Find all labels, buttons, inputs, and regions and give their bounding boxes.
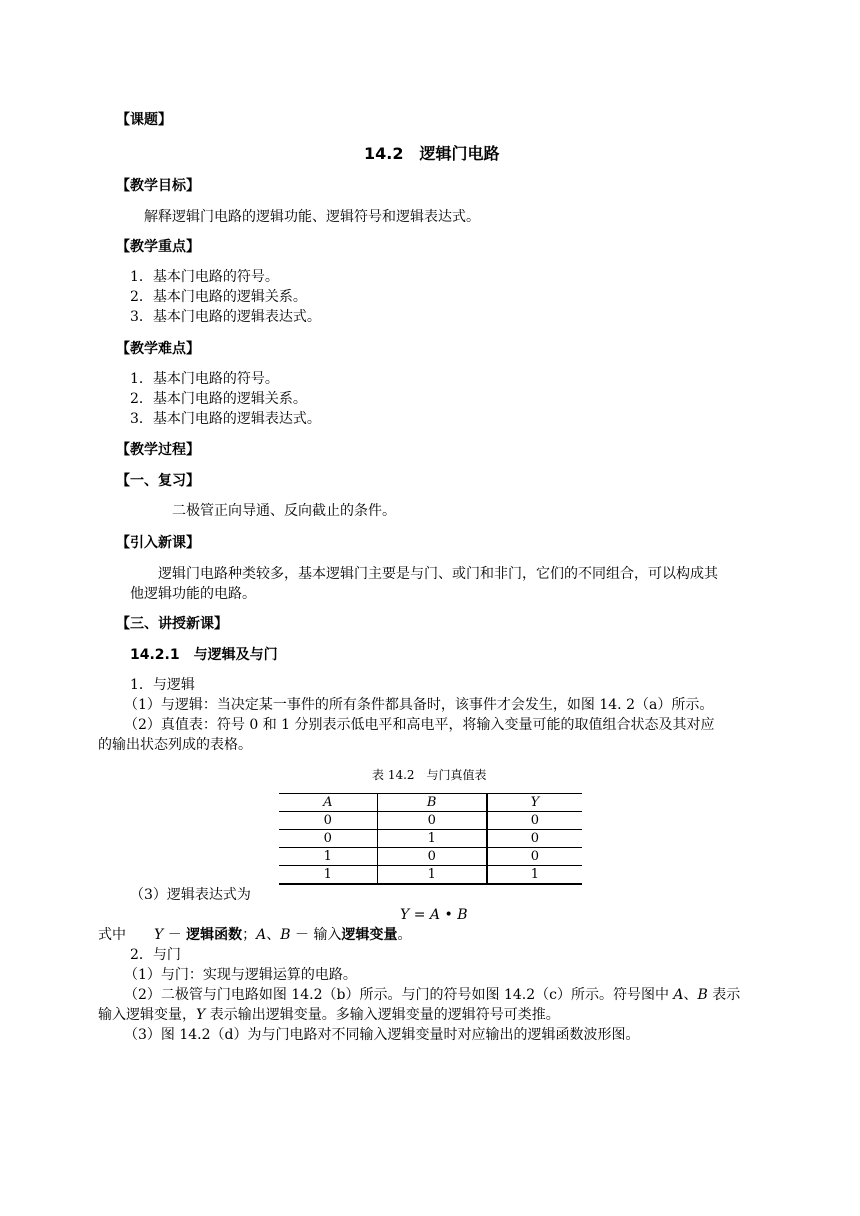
q2-y: Y — [196, 1007, 206, 1023]
where-comma: 、 — [266, 927, 281, 943]
para-and-logic: （1）与逻辑：当决定某一事件的所有条件都具备时，该事件才会发生，如图 14. 2（a）所示。 — [124, 697, 714, 713]
intro-line-2: 他逻辑功能的电路。 — [130, 586, 256, 602]
table-header-row — [279, 794, 582, 812]
key-item-3: 3．基本门电路的逻辑表达式。 — [130, 309, 321, 325]
formula-dot: • — [440, 907, 458, 923]
q2-text-2: 、 — [683, 987, 698, 1003]
goal-text: 解释逻辑门电路的逻辑功能、逻辑符号和逻辑表达式。 — [144, 209, 480, 225]
para-diode-gate-line-2 — [98, 1006, 560, 1024]
heading-key-points: 【教学重点】 — [116, 239, 200, 255]
para-expression: （3）逻辑表达式为 — [130, 887, 251, 903]
table-cell: 0 — [487, 848, 582, 866]
page-title: 14.2 逻辑门电路 — [364, 144, 500, 163]
table-row — [279, 812, 582, 830]
table-cell: 1 — [377, 866, 487, 885]
para-and-gate: （1）与门：实现与逻辑运算的电路。 — [124, 967, 357, 983]
intro-line-1: 逻辑门电路种类较多，基本逻辑门主要是与门、或门和非门，它们的不同组合，可以构成其 — [158, 566, 718, 582]
table-cell: 0 — [279, 830, 377, 848]
table-cell: 0 — [377, 812, 487, 830]
table-cell: 1 — [487, 866, 582, 885]
para-waveform: （3）图 14.2（d）为与门电路对不同输入逻辑变量时对应输出的逻辑函数波形图。 — [124, 1027, 640, 1043]
table-cell: 1 — [279, 848, 377, 866]
formula-b: B — [457, 907, 468, 923]
diff-item-2: 2．基本门电路的逻辑关系。 — [130, 391, 307, 407]
key-item-1: 1．基本门电路的符号。 — [130, 269, 279, 285]
para-truth-table-line-2: 的输出状态列成的表格。 — [98, 737, 252, 753]
heading-intro: 【引入新课】 — [116, 535, 200, 551]
where-end: 。 — [397, 927, 412, 943]
heading-difficulties: 【教学难点】 — [116, 341, 200, 357]
section-heading: 14.2.1 与逻辑及与门 — [130, 647, 278, 663]
para-diode-gate-line-1 — [124, 986, 740, 1004]
key-item-2: 2．基本门电路的逻辑关系。 — [130, 289, 307, 305]
formula-a: A — [429, 907, 441, 923]
table-cell: 0 — [377, 848, 487, 866]
diff-item-3: 3．基本门电路的逻辑表达式。 — [130, 411, 321, 427]
where-func: 逻辑函数 — [186, 927, 243, 943]
q2-b: B — [697, 987, 708, 1003]
heading-review: 【一、复习】 — [116, 473, 200, 489]
where-sep1: － — [163, 927, 187, 943]
table-cell: 0 — [487, 830, 582, 848]
where-semi: ； — [242, 927, 257, 943]
header-b: B — [377, 794, 487, 812]
q2-a: A — [673, 987, 684, 1003]
where-a: A — [256, 927, 267, 943]
where-y: Y — [154, 927, 164, 943]
q2-text-4: 输入逻辑变量， — [98, 1007, 196, 1023]
formula-eq: = — [409, 907, 430, 923]
heading-lecture: 【三、讲授新课】 — [116, 616, 228, 632]
header-y: Y — [487, 794, 582, 812]
heading-topic: 【课题】 — [116, 112, 172, 128]
table-caption: 表 14.2 与门真值表 — [372, 768, 487, 782]
table-cell: 1 — [279, 866, 377, 885]
header-a: A — [279, 794, 377, 812]
formula-y: Y — [400, 907, 410, 923]
subsection-and-gate: 2．与门 — [130, 947, 181, 963]
review-text: 二极管正向导通、反向截止的条件。 — [172, 503, 396, 519]
table-cell: 0 — [487, 812, 582, 830]
where-sep2: － 输入 — [290, 927, 342, 943]
table-row — [279, 848, 582, 866]
truth-table — [279, 793, 582, 885]
subsection-and-logic: 1．与逻辑 — [130, 677, 195, 693]
diff-item-1: 1．基本门电路的符号。 — [130, 371, 279, 387]
where-line — [98, 926, 411, 944]
where-var: 逻辑变量 — [341, 927, 398, 943]
where-lead: 式中 — [98, 927, 154, 943]
formula — [400, 906, 467, 924]
table-row — [279, 866, 582, 885]
where-b: B — [280, 927, 291, 943]
heading-process: 【教学过程】 — [116, 442, 200, 458]
heading-goal: 【教学目标】 — [116, 178, 200, 194]
table-cell: 1 — [377, 830, 487, 848]
q2-text-3: 表示 — [707, 987, 741, 1003]
q2-text-5: 表示输出逻辑变量。多输入逻辑变量的逻辑符号可类推。 — [205, 1007, 560, 1023]
para-truth-table-line-1: （2）真值表：符号 0 和 1 分别表示低电平和高电平，将输入变量可能的取值组合状态及其对应 — [124, 717, 715, 733]
table-cell: 0 — [279, 812, 377, 830]
table-row — [279, 830, 582, 848]
q2-text-1: （2）二极管与门电路如图 14.2（b）所示。与门的符号如图 14.2（c）所示。符号图中 — [124, 987, 674, 1003]
